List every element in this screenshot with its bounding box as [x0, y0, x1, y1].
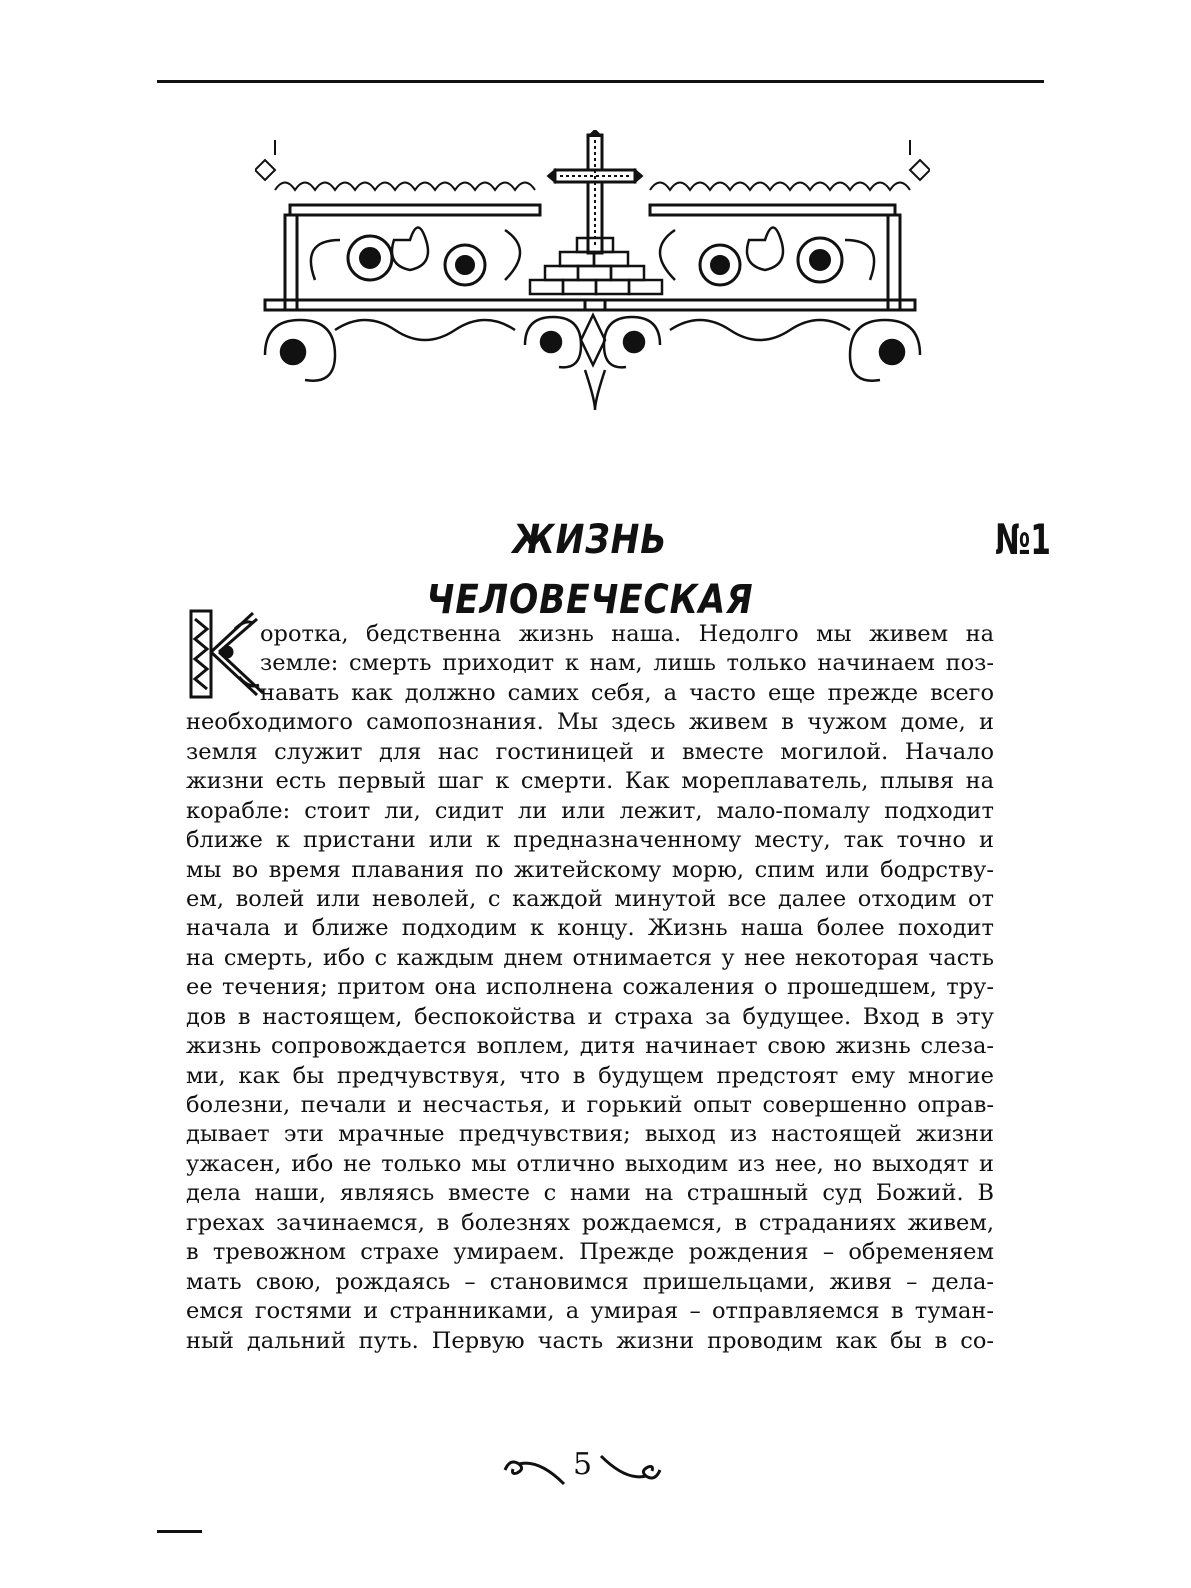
text-line: мы во время плавания по житейскому морю, спим или бодрству- — [186, 856, 994, 883]
text-line: ужасен, ибо не только мы отлично выходим из нее, но выходят и — [186, 1150, 994, 1177]
lower-scrollwork — [265, 315, 920, 410]
top-rule — [157, 80, 1044, 83]
page-folio — [500, 1445, 665, 1495]
right-panel — [585, 140, 930, 310]
text-line: корабле: стоит ли, сидит ли или лежит, мало-помалу подходит — [186, 797, 994, 824]
text-line: в тревожном страхе умираем. Прежде рождения – обременяем — [186, 1239, 994, 1266]
text-line: навать как должно самих себя, а часто еще прежде всего — [260, 679, 994, 706]
text-line: ем, волей или неволей, с каждой минутой все далее отходим от — [186, 885, 994, 912]
chapter-number: №1 — [995, 515, 1051, 564]
text-line: дов в настоящем, беспокойства и страха за будущее. Вход в эту — [186, 1003, 994, 1030]
left-panel — [255, 140, 605, 310]
text-line: необходимого самопознания. Мы здесь живем в чужом доме, и — [186, 709, 994, 736]
text-line: ближе к пристани или к предназначенному месту, так точно и — [186, 827, 994, 854]
body-paragraph — [186, 620, 994, 1356]
text-line: земле: смерть приходит к нам, лишь только начинаем поз- — [260, 650, 994, 677]
text-line: ми, как бы предчувствуя, что в будущем предстоят ему многие — [186, 1062, 994, 1089]
text-line: болезни, печали и несчастья, и горький опыт совершенно оправ- — [186, 1092, 994, 1118]
text-line: земля служит для нас гостиницей и вместе могилой. Начало — [186, 738, 994, 765]
text-line: жизни есть первый шаг к смерти. Как мореплаватель, плывя на — [186, 768, 994, 795]
dropcap-text: К — [187, 607, 188, 608]
page-number: 5 — [572, 1447, 593, 1482]
text-line: дывает эти мрачные предчувствия; выход из настоящей жизни — [186, 1121, 994, 1148]
headpiece-ornament — [255, 130, 930, 420]
cross-icon — [548, 130, 642, 253]
text-line: мать свою, рождаясь – становимся пришельцами, живя – дела- — [186, 1268, 994, 1295]
text-line: дела наши, являясь вместе с нами на страшный суд Божий. В — [186, 1180, 994, 1207]
text-line: жизнь сопровождается воплем, дитя начинает свою жизнь слеза- — [186, 1033, 994, 1060]
chapter-title: ЖИЗНЬ ЧЕЛОВЕЧЕСКАЯ — [426, 517, 754, 623]
text-line: емся гостями и странниками, а умирая – отправляемся в туман- — [186, 1298, 994, 1325]
text-line: ее течения; притом она исполнена сожаления о прошедшем, тру- — [186, 974, 994, 1001]
bottom-mark — [157, 1530, 202, 1533]
text-line: ный дальний путь. Первую часть жизни проводим как бы в со- — [186, 1327, 994, 1354]
text-line: на смерть, ибо с каждым днем отнимается у нее некоторая часть — [186, 944, 994, 971]
text-line: оротка, бедственна жизнь наша. Недолго мы живем на — [260, 621, 994, 647]
text-line: грехах зачинаемся, в болезнях рождаемся, в страданиях живем, — [186, 1209, 994, 1236]
text-line: начала и ближе подходим к концу. Жизнь наша более походит — [186, 915, 994, 942]
